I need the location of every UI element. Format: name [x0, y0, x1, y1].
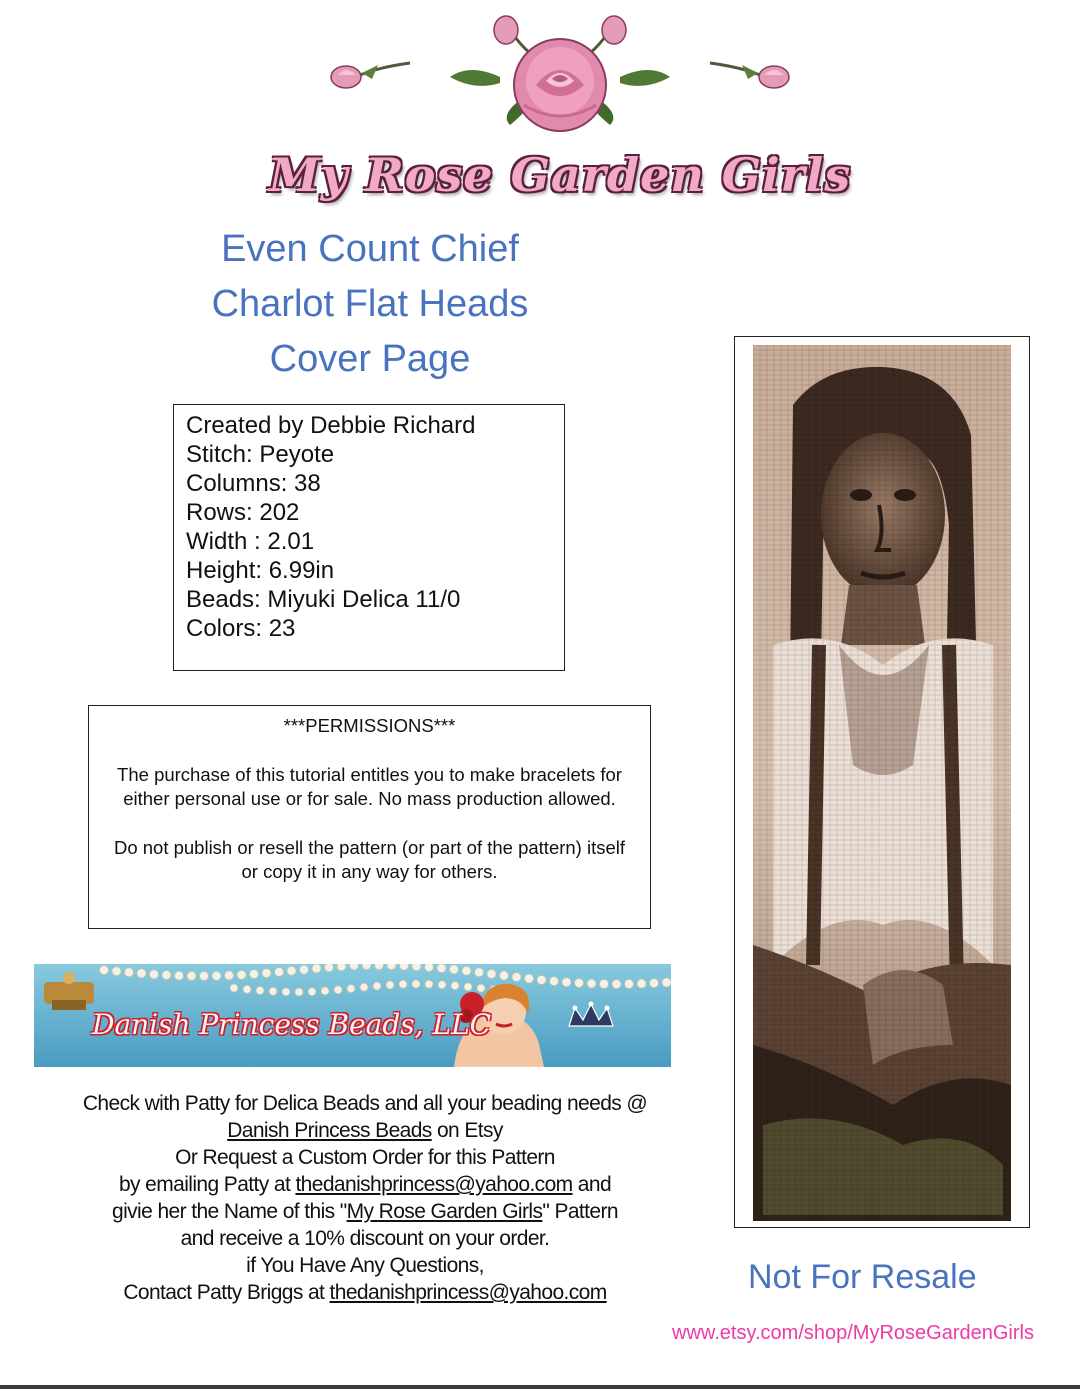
info-beads: Beads: Miyuki Delica 11/0: [186, 586, 461, 613]
contact-line-5: [40, 1198, 690, 1225]
banner-shop-name: Danish Princess Beads, LLC: [92, 1008, 492, 1041]
contact-line-7: if You Have Any Questions,: [246, 1254, 484, 1277]
info-colors: Colors: 23: [186, 615, 296, 642]
contact-line-3: Or Request a Custom Order for this Pattern: [175, 1146, 555, 1169]
brand-logo-text: My Rose Garden Girls: [268, 148, 852, 202]
email-link[interactable]: thedanishprincess@yahoo.com: [295, 1173, 573, 1196]
contact-line-2-suffix: on Etsy: [431, 1119, 503, 1142]
contact-line-4-prefix: by emailing Patty at: [118, 1173, 296, 1196]
contact-line-1: Check with Patty for Delica Beads and all your beading needs @: [82, 1092, 648, 1115]
page-title-line-3: Cover Page: [269, 338, 471, 380]
rose-decoration: [300, 5, 820, 145]
permissions-paragraph-1: The purchase of this tutorial entitles you to make bracelets for either personal use or for sale. No mass production allowed.: [117, 763, 622, 809]
info-height: Height: 6.99in: [186, 557, 335, 584]
contact-line-4: [40, 1171, 690, 1198]
contact-line-8: [40, 1279, 690, 1306]
not-for-resale-notice: Not For Resale: [748, 1258, 977, 1296]
bead-pattern-preview: [734, 336, 1030, 1228]
info-columns: Columns: 38: [186, 470, 321, 497]
page-title-line-2: Charlot Flat Heads: [211, 283, 529, 325]
contact-line-4-suffix: and: [572, 1173, 612, 1196]
info-width: Width : 2.01: [186, 528, 315, 555]
permissions-box: [88, 705, 651, 929]
contact-line-5-prefix: givie her the Name of this ": [112, 1200, 347, 1223]
permissions-heading: ***PERMISSIONS***: [283, 715, 456, 736]
email-link-2[interactable]: thedanishprincess@yahoo.com: [329, 1281, 607, 1304]
bottom-divider: [0, 1385, 1080, 1389]
danish-princess-shop-link[interactable]: Danish Princess Beads: [227, 1119, 432, 1142]
contact-line-8-prefix: Contact Patty Briggs at: [123, 1281, 330, 1304]
info-stitch: Stitch: Peyote: [186, 441, 335, 468]
info-created-by: Created by Debbie Richard: [186, 412, 476, 439]
page-title-line-1: Even Count Chief: [221, 228, 519, 270]
bead-pattern-image: [753, 345, 1011, 1221]
contact-line-6: and receive a 10% discount on your order.: [180, 1227, 550, 1250]
info-rows: Rows: 202: [186, 499, 300, 526]
etsy-shop-url[interactable]: www.etsy.com/shop/MyRoseGardenGirls: [672, 1322, 1034, 1344]
danish-princess-banner[interactable]: [34, 964, 671, 1067]
contact-block: [40, 1090, 690, 1306]
contact-line-2: [40, 1117, 690, 1144]
brand-link[interactable]: My Rose Garden Girls: [346, 1200, 543, 1223]
contact-line-5-suffix: " Pattern: [542, 1200, 618, 1223]
pattern-info-box: [173, 404, 565, 671]
permissions-paragraph-2: Do not publish or resell the pattern (or part of the pattern) itself or copy it in any way for others.: [113, 836, 626, 882]
